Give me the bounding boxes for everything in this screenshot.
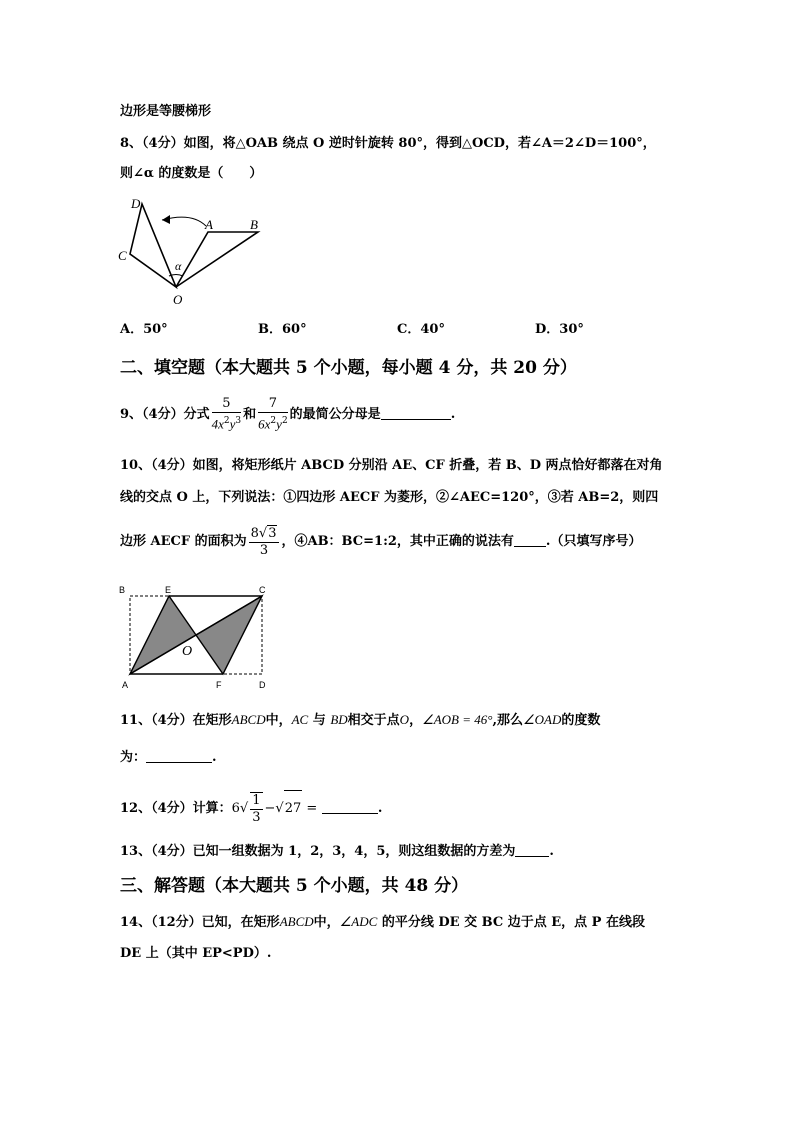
q10-line3: 边形 AECF 的面积为 $\frac{8√3}{3}$ ，④AB：BC=1:2，其中正确的说法有 .（只填写序号） — [120, 525, 642, 558]
q14-line1: 14、（12分）已知，在矩形ABCD中，∠ADC 的平分线 DE 交 BC 边于点 E，点 P 在线段 — [120, 914, 645, 930]
q13-answer-blank — [515, 856, 549, 857]
q8-option-b: B．60° — [258, 322, 307, 337]
q10-answer-blank — [514, 546, 546, 547]
label-c: C — [118, 248, 127, 263]
q10-area-fraction: $\frac{8√3}{3}$ — [249, 525, 280, 559]
q8-line2: 则∠α 的度数是（ ） — [120, 166, 263, 181]
label-c: C — [259, 585, 266, 595]
triangle-oab — [176, 232, 258, 287]
q13-line: 13、（4分）已知一组数据为 1，2，3，4，5，则这组数据的方差为 . — [120, 844, 554, 859]
q9-fraction-2 — [258, 396, 288, 433]
label-b: B — [119, 585, 126, 595]
q9-prefix: 9、（4分）分式 — [120, 407, 210, 423]
q10-line1: 10、（4分）如图，将矩形纸片 ABCD 分别沿 AE、CF 折叠，若 B、D 两点恰好都落在对角 — [120, 458, 663, 473]
label-e: E — [165, 585, 172, 595]
q9-frac2-denominator: $6x^2y^2$ — [258, 416, 288, 432]
label-d: D — [131, 196, 141, 211]
q9-answer-blank — [381, 419, 451, 420]
q9-frac1-denominator: $4x^2y^3$ — [211, 416, 242, 432]
q10-line2: 线的交点 O 上，下列说法：①四边形 AECF 为菱形，②∠AEC=120°，③若 AB=2，则四 — [120, 490, 659, 505]
q12-answer-blank — [322, 813, 378, 814]
q11-line2: 为： . — [120, 750, 217, 765]
label-a: A — [122, 680, 129, 690]
q10-rectangle-figure — [116, 582, 276, 694]
q12-line: 12、（4分）计算：6√ $\frac{1}{3}$ −√27 = . — [120, 790, 382, 826]
shaded-triangle-right — [196, 596, 262, 674]
q9-suffix: 的最简公分母是 — [289, 407, 381, 423]
q11-answer-blank — [146, 762, 212, 763]
q9-mid: 和 — [243, 407, 257, 423]
arrow-head-icon — [162, 215, 170, 224]
section3-heading: 三、解答题（本大题共 5 个小题，共 48 分） — [120, 876, 469, 896]
label-o: O — [182, 644, 193, 659]
label-f: F — [216, 680, 222, 690]
q14-line2: DE 上（其中 EP<PD）. — [120, 946, 272, 961]
label-a: A — [205, 217, 213, 232]
shaded-triangle-left — [130, 596, 196, 674]
intro-text: 边形是等腰梯形 — [120, 104, 212, 119]
label-d: D — [259, 680, 266, 690]
q9-line: 9、（4分）分式 $\frac{5}{4x^2y^3}$ 和 $\frac{7}{6x^2y^2}$ 的最简公分母是 . — [120, 396, 456, 432]
label-alpha: α — [175, 259, 182, 273]
q8-option-d: D．30° — [535, 322, 584, 337]
q11-line1: 11、（4分）在矩形ABCD中，AC 与 BD相交于点O，∠AOB = 46°,那么∠OAD的度数 — [120, 712, 601, 728]
label-o: O — [173, 292, 183, 307]
label-b: B — [250, 217, 258, 232]
q8-option-c: C．40° — [397, 322, 445, 337]
q9-frac1-numerator: 5 — [212, 396, 242, 413]
q8-option-a: A．50° — [120, 322, 168, 337]
q8-line1: 8、（4分）如图，将△OAB 绕点 O 逆时针旋转 80°，得到△OCD，若∠A＝2∠D＝100°， — [120, 136, 656, 151]
section2-heading: 二、填空题（本大题共 5 个小题，每小题 4 分，共 20 分） — [120, 358, 577, 378]
q9-fraction-1 — [212, 396, 242, 433]
q8-rotation-figure — [112, 192, 272, 310]
q9-frac2-numerator: 7 — [258, 396, 288, 413]
